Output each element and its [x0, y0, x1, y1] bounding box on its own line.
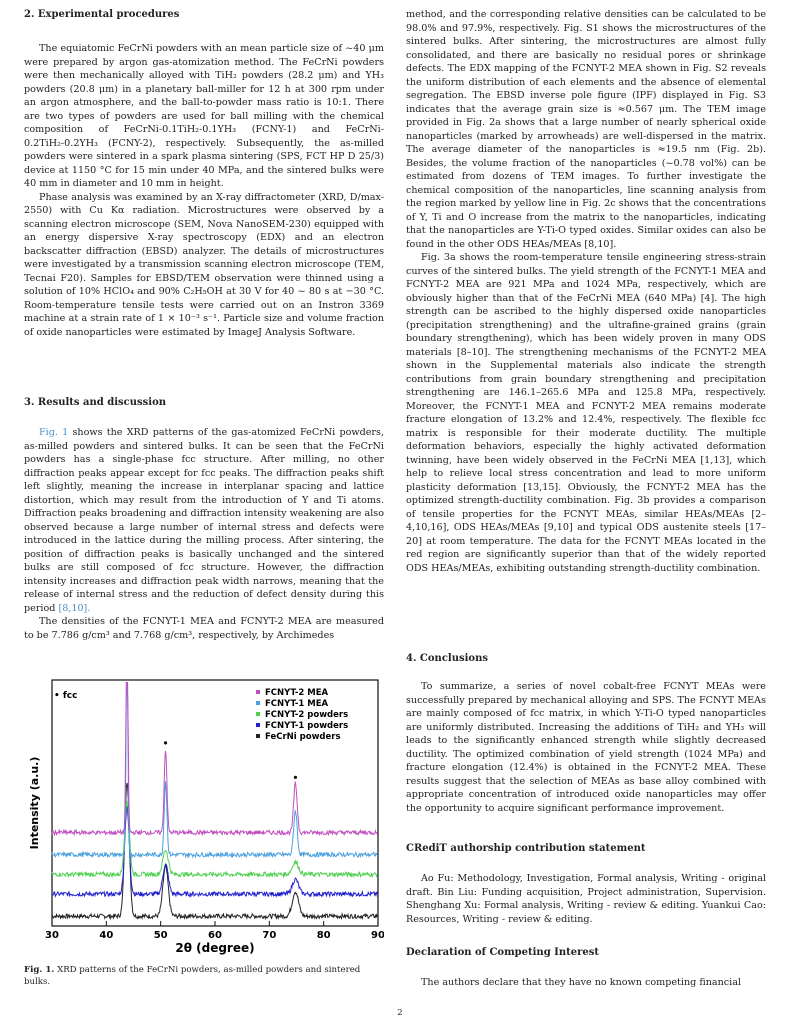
legend-swatch [256, 701, 260, 705]
figure-1 [24, 676, 384, 956]
legend-swatch [256, 690, 260, 694]
fcc-peak-marker [164, 741, 167, 744]
x-tick-label: 40 [99, 930, 114, 941]
legend-label: FCNYT-1 powders [265, 721, 349, 731]
series-line-fcnyt-2-mea [52, 683, 377, 835]
ref-link[interactable]: [8,10]. [58, 602, 91, 614]
series-line-fcnyt-1-powders [52, 806, 377, 896]
legend-label: FCNYT-1 MEA [265, 699, 329, 709]
legend-swatch [256, 723, 260, 727]
fcc-peak-marker [294, 776, 297, 779]
xrd-chart [24, 676, 384, 956]
figure-1-caption [24, 964, 384, 988]
caption-label: Fig. 1. [24, 965, 55, 975]
sec3-paragraph-1 [24, 426, 384, 615]
x-tick-label: 30 [45, 930, 59, 941]
credit-paragraph: Ao Fu: Methodology, Investigation, Formal analysis, Writing - original draft. Bin Liu: Funding acquisition, Project administration, Supervision. Shenghang Xu: Formal analysis, Writing - review & editing. Yuankui Cao: Resources, Writing - review & editing. [406, 873, 766, 925]
legend-label: FCNYT-2 MEA [265, 688, 329, 698]
sec3-p1-text: shows the XRD patterns of the gas-atomized FeCrNi powders, as-milled powders and sintered bulks. It can be seen that the FeCrNi powders has a single-phase fcc structure. After milling, no other diffraction peaks appear except for fcc peaks. The diffraction peaks shift left slightly, meaning the increase in interplanar spacing and lattice distortion, which may result from the introduction of Y and Ti atoms. Diffraction peaks broadening and diffraction intensity weakening are also observed because a large number of internal stress and defects were introduced in the lattice during the milling process. After sintering, the position of diffraction peaks is basically unchanged and the sintered bulks are still composed of fcc structure. However, the diffraction intensity increases and diffraction peak width narrows, meaning that the release of internal stress and the reduction of defect density during this period [24, 427, 384, 614]
fig-1-link[interactable]: Fig. 1 [39, 427, 69, 438]
x-tick-label: 50 [153, 930, 168, 941]
x-tick-label: 70 [262, 930, 277, 941]
x-axis-label: 2θ (degree) [175, 941, 255, 955]
right-paragraph-2: Fig. 3a shows the room-temperature tensile engineering stress-strain curves of the sintered bulks. The yield strength of the FCNYT-1 MEA and FCNYT-2 MEA are 921 MPa and 1024 MPa, respectively, which are obviously higher than that of the FeCrNi MEA (640 MPa) [4]. The high strength can be ascribed to the highly dispersed oxide nanoparticles (precipitation strengthening) and the ultrafine-grained grains (grain boundary strengthening), which has been widely proven in many ODS materials [8–10]. The strengthening mechanisms of the FCNYT-2 MEA shown in the Supplemental materials also indicate the strength contributions from grain boundary strengthening and precipitation strengthening are 146.1–265.6 MPa and 125.8 MPa, respectively. Moreover, the FCNYT-1 MEA and FCNYT-2 MEA remains moderate fracture elongation of 13.2% and 12.4%, respectively. The flexible fcc matrix is responsible for their moderate ductility. The multiple deformation behaviors, especially the highly activated deformation twinning, have been widely observed in the FeCrNi MEA [1,13], which help to relieve local stress concentration and lead to more uniform plasticity deformation [13,15]. Obviously, the FCNYT-2 MEA has the optimized strength-ductility combination. Fig. 3b provides a comparison of tensile properties for the FCNYT MEAs, similar HEAs/MEAs [2–4,10,16], ODS HEAs/MEAs [9,10] and typical ODS austenite steels [17–20] at room temperature. The data for the FCNYT MEAs located in the red region are significantly superior than that of the widely reported ODS HEAs/MEAs, exhibiting outstanding strength-ductility combination. [406, 252, 766, 574]
sec3-paragraph-2: The densities of the FCNYT-1 MEA and FCNYT-2 MEA are measured to be 7.786 g/cm³ and 7.768 g/cm³, respectively, by Archimedes [24, 616, 384, 641]
legend-label: FeCrNi powders [265, 732, 341, 742]
declaration-paragraph: The authors declare that they have no known competing financial [421, 977, 742, 988]
page-number: 2 [397, 1008, 403, 1018]
legend-swatch [256, 712, 260, 716]
series-line-fcnyt-2-powders [52, 802, 377, 877]
declaration-title: Declaration of Competing Interest [406, 947, 599, 958]
y-axis-label: Intensity (a.u.) [28, 756, 41, 850]
sec4-paragraph: To summarize, a series of novel cobalt-free FCNYT MEAs were successfully prepared by mechanical alloying and SPS. The FCNYT MEAs are mainly composed of fcc matrix, in which Y-Ti-O typed nanoparticles are uniformly distributed. Increasing the additions of TiH₂ and YH₃ will leads to the significantly enhanced strength while slightly decreased ductility. The optimized combination of yield strength (1024 MPa) and fracture elongation (12.4%) is obtained in the FCNYT-2 MEA. These results suggest that the selection of MEAs as base alloy combined with appropriate concentration of introduced oxide nanoparticles may offer the opportunity to acquire significant performance improvement. [406, 681, 766, 814]
fcc-marker-legend: • fcc [54, 691, 78, 701]
section-3-title: 3. Results and discussion [24, 397, 167, 408]
right-paragraph-1: method, and the corresponding relative densities can be calculated to be 98.0% and 97.9%, respectively. Fig. S1 shows the microstructures of the sintered bulks. After sintering, the microstructures are almost fully consolidated, and there are basically no residual pores or shrinkage defects. The EDX mapping of the FCNYT-2 MEA shown in Fig. S2 reveals the uniform distribution of each elements and the absence of elemental segregation. The EBSD inverse pole figure (IPF) displayed in Fig. S3 indicates that the average grain size is ≈0.567 μm. The TEM image provided in Fig. 2a shows that a large number of nearly spherical oxide nanoparticles (marked by arrowheads) are well-dispersed in the matrix. The average diameter of the nanoparticles is ≈19.5 nm (Fig. 2b). Besides, the volume fraction of the nanoparticles (~0.78 vol%) can be estimated from dozens of TEM images. To further investigate the chemical composition of the nanoparticles, line scanning analysis from the region marked by yellow line in Fig. 2c shows that the concentrations of Y, Ti and O increase from the matrix to the nanoparticles, indicating that the nanoparticles are Y-Ti-O typed oxides. Similar oxides can also be found in the other ODS HEAs/MEAs [8,10]. [406, 9, 766, 250]
series-line-fecrni-powders [52, 783, 377, 918]
section-4-title: 4. Conclusions [406, 653, 488, 664]
x-tick-label: 80 [316, 930, 331, 941]
x-tick-label: 60 [208, 930, 222, 941]
sec2-paragraph-1: The equiatomic FeCrNi powders with an mean particle size of ~40 μm were prepared by argon gas-atomization method. The FeCrNi powders were then mechanically alloyed with TiH₂ powders (28.2 μm) and YH₃ powders (20.8 μm) in a planetary ball-miller for 12 h at 300 rpm under an argon atmosphere, and the ball-to-powder mass ratio is 10:1. There are two types of powders are used for ball milling with the chemical composition of FeCrNi-0.1TiH₂-0.1YH₃ (FCNY-1) and FeCrNi-0.2TiH₂-0.2YH₃ (FCNY-2), respectively. Subsequently, the as-milled powders were sintered in a spark plasma sintering (SPS, FCT HP D 25/3) device at 1150 °C for 15 min under 40 MPa, and the sintered bulks were 40 mm in diameter and 10 mm in height. [24, 43, 384, 189]
legend-swatch [256, 734, 260, 738]
sec2-paragraph-2: Phase analysis was examined by an X-ray diffractometer (XRD, D/max-2550) with Cu Kα radiation. Microstructures were observed by a scanning electron microscope (SEM, Nova NanoSEM-230) equipped with an energy dispersive X-ray spectroscopy (EDX) and an electron backscatter diffraction (EBSD) analyzer. The details of microstructures were investigated by a transmission scanning electron microscope (TEM, Tecnai F20). Samples for EBSD/TEM observation were thinned using a solution of 10% HClO₄ and 90% C₂H₅OH at 30 V for 40 ~ 80 s at −30 °C. Room-temperature tensile tests were carried out on an Instron 3369 machine at a strain rate of 1 × 10⁻³ s⁻¹. Particle size and volume fraction of oxide nanoparticles were estimated by ImageJ Analysis Software. [24, 191, 384, 338]
x-tick-label: 90 [371, 930, 384, 941]
caption-text: XRD patterns of the FeCrNi powders, as-milled powders and sintered bulks. [24, 965, 361, 987]
credit-title: CRediT authorship contribution statement [406, 843, 646, 854]
legend-label: FCNYT-2 powders [265, 710, 349, 720]
section-2-title: 2. Experimental procedures [24, 9, 180, 20]
